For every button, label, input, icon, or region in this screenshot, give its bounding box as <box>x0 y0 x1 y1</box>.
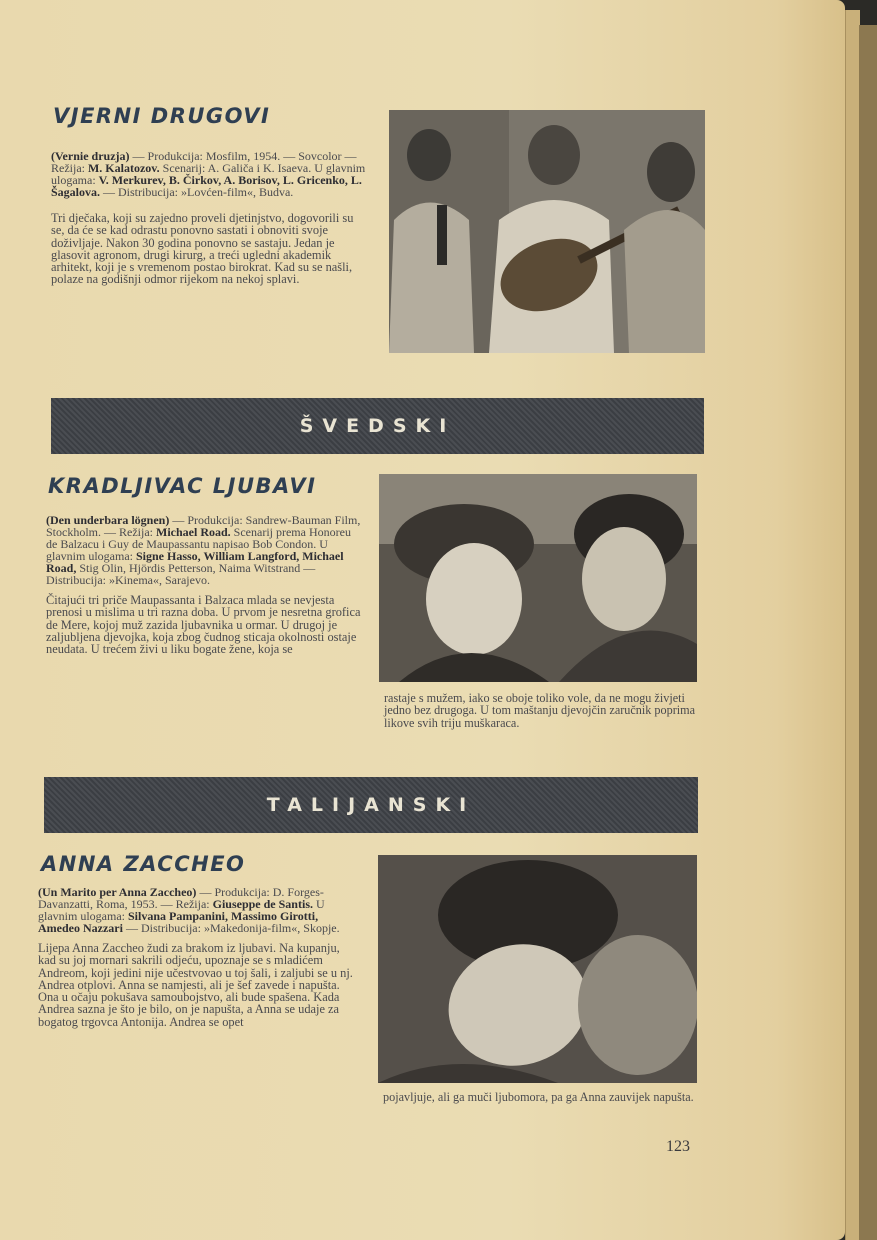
article-title-kradljivac-ljubavi: KRADLJIVAC LJUBAVI <box>48 474 317 498</box>
credit-emphasis: Michael Road. <box>156 525 231 539</box>
credits-block <box>38 886 356 934</box>
synopsis-text <box>51 212 366 286</box>
article-anna-zaccheo <box>38 886 356 1028</box>
synopsis-text <box>38 942 356 1028</box>
credit-emphasis: Giuseppe de Santis. <box>212 897 313 911</box>
film-still-image <box>379 474 697 682</box>
synopsis-paragraph: Lijepa Anna Zaccheo žudi za brakom iz ljubavi. Na kupanju, kad su joj mornari sakrili odjeću, upoznaje se s mladićem Andreom, koji jedini nije učestvovao u toj šali, i zaljubi se u nj. Andrea otplovi. Anna se namjesti, ali je šef zavede i napušta. Ona u očaju pokušava samoubojstvo, ali bude spašena. Kada Andrea sazna je što je bilo, on je napušta, a Anna se udaje za bogatog trgovca Antonija. Andrea se opet <box>38 941 353 1029</box>
credit-text: — Distribucija: »Makedonija-film«, Skopje. <box>122 921 340 935</box>
banner-label: ŠVEDSKI <box>299 415 456 437</box>
credit-text: Scenarij prema Honoreu de Balzacu i Guy de Maupassantu napisao Bob Condon. U glavnim ulogama: <box>46 525 351 563</box>
article-kradljivac-ljubavi <box>46 514 362 655</box>
credit-emphasis: (Vernie druzja) <box>51 149 130 163</box>
credit-emphasis: Signe Hasso, William Langford, Michael Road, <box>46 549 344 575</box>
film-still-photo <box>389 110 705 353</box>
article-title-anna-zaccheo: ANNA ZACCHEO <box>41 852 246 876</box>
credit-text: — Produkcija: D. Forges-Davanzatti, Roma, 1953. — Režija: <box>38 885 324 911</box>
credit-emphasis: M. Kalatozov. <box>87 161 160 175</box>
film-still-image <box>378 855 697 1083</box>
film-still-image <box>389 110 705 353</box>
synopsis-paragraph: Tri dječaka, koji su zajedno proveli djetinjstvo, dogovorili su se, da će se kad odrastu ponovno sastati i obnoviti svoje doživljaje. Nakon 30 godina ponovno se sastaju. Jedan je glasovit agronom, drugi kirurg, a treći ugledni akademik arhitekt, koji je s vremenom postao birokrat. Kad su se našli, polaze na godišnji odmor rijekom na nekoj splavi. <box>51 211 354 287</box>
credit-text: Scenarij: A. Galiča i K. Isaeva. U glavnim ulogama: <box>51 161 366 187</box>
article-title-vjerni-drugovi: VJERNI DRUGOVI <box>53 104 271 128</box>
credits-block <box>51 150 366 198</box>
banner-label: TALIJANSKI <box>266 794 476 816</box>
synopsis-paragraph: Čitajući tri priče Maupassanta i Balzaca mlada se nevjesta prenosi u mislima u tri razna doba. U prvom je nesretna grofica de Mere, kojoj muž zazida ljubavnika u ormar. U drugoj je zaljubljena djevojka, koja zbog čudnog sticaja okolnosti ostaje neudata. U trećem živi u liku bogate žene, koja se <box>46 593 361 657</box>
credit-text: U glavnim ulogama: <box>38 897 325 923</box>
film-still-photo <box>378 855 697 1083</box>
section-banner-swedish <box>51 398 704 454</box>
credit-text: — Produkcija: Mosfilm, 1954. — Sovcolor — Režija: <box>51 149 357 175</box>
page-number: 123 <box>666 1138 690 1155</box>
credit-emphasis: (Den underbara lögnen) <box>46 513 170 527</box>
credit-text: Stig Olin, Hjördis Petterson, Naima Witstrand — Distribucija: »Kinema«, Sarajevo. <box>46 561 316 587</box>
credit-emphasis: Silvana Pampanini, Massimo Girotti, Amedeo Nazzari <box>38 909 319 935</box>
credit-text: — Produkcija: Sandrew-Bauman Film, Stockholm. — Režija: <box>46 513 361 539</box>
synopsis-text <box>46 594 362 655</box>
book-spine <box>859 25 877 1240</box>
photo-caption: rastaje s mužem, iako se oboje toliko vole, da ne mogu živjeti jedno bez drugoga. U tom maštanju djevojčin zaručnik poprima likove svih triju muškaraca. <box>384 691 696 730</box>
page-edge <box>845 10 860 1240</box>
section-banner-italian <box>44 777 698 833</box>
article-vjerni-drugovi <box>51 150 366 286</box>
credit-emphasis: V. Merkurev, B. Čirkov, A. Borisov, L. Gricenko, L. Šagalova. <box>51 173 362 199</box>
credit-emphasis: (Un Marito per Anna Zaccheo) <box>38 885 197 899</box>
credit-text: — Distribucija: »Lovćen-film«, Budva. <box>100 185 294 199</box>
film-still-photo <box>379 474 697 682</box>
credits-block <box>46 514 362 586</box>
photo-caption: pojavljuje, ali ga muči ljubomora, pa ga Anna zauvijek napušta. <box>383 1090 694 1104</box>
